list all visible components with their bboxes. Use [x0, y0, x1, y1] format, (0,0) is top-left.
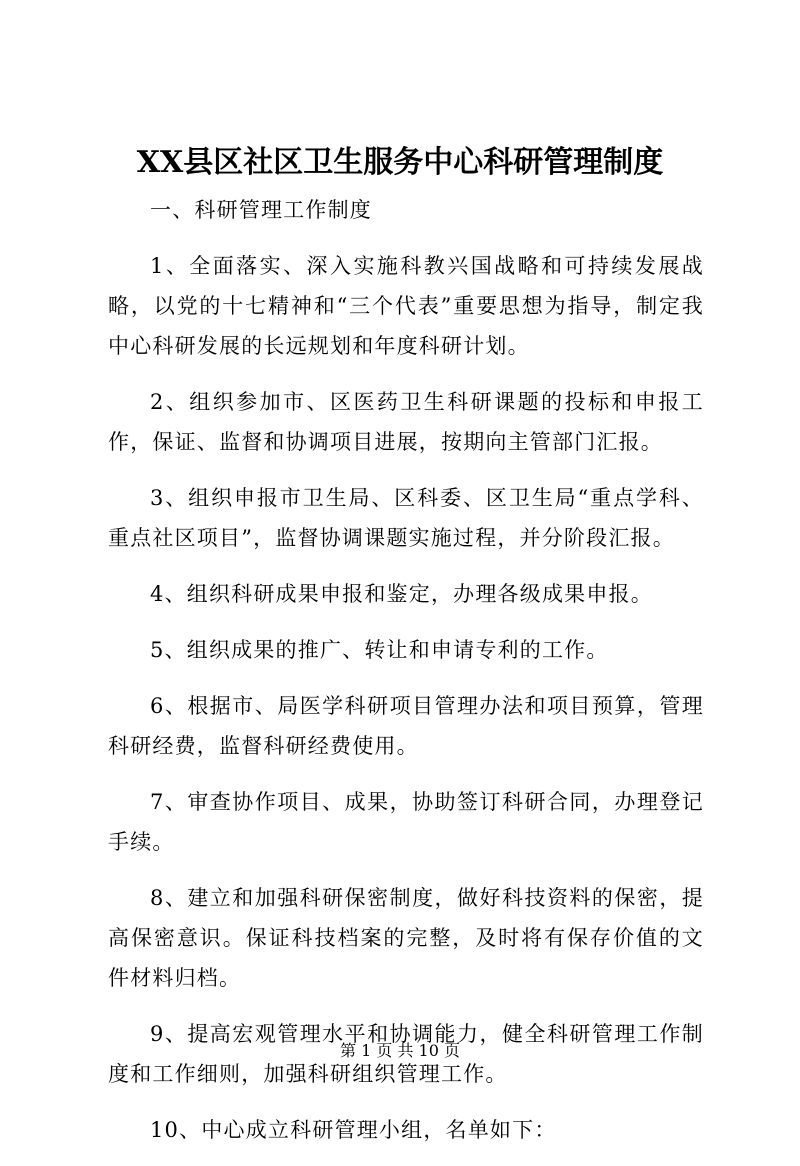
paragraph-4: 4、组织科研成果申报和鉴定，办理各级成果申报。 [150, 582, 653, 606]
section-heading: 一、科研管理工作制度 [150, 198, 372, 222]
paragraph-3: 3、组织申报市卫生局、区科委、区卫生局“重点学科、重点社区项目”，监督协调课题实施过程，并分阶段汇报。 [108, 486, 704, 550]
paragraph-5: 5、组织成果的推广、转让和申请专利的工作。 [150, 638, 609, 662]
paragraph-10: 10、中心成立科研管理小组，名单如下： [150, 1118, 557, 1142]
paragraph-9: 9、提高宏观管理水平和协调能力，健全科研管理工作制度和工作细则，加强科研组织管理工作。 [108, 1022, 704, 1086]
paragraph-7: 7、审查协作项目、成果，协助签订科研合同，办理登记手续。 [108, 790, 704, 854]
paragraph-8: 8、建立和加强科研保密制度，做好科技资料的保密，提高保密意识。保证科技档案的完整，及时将有保存价值的文件材料归档。 [108, 886, 704, 990]
document-title: XX县区社区卫生服务中心科研管理制度 [136, 145, 664, 180]
paragraph-1: 1、全面落实、深入实施科教兴国战略和可持续发展战略，以党的十七精神和“三个代表”重要思想为指导，制定我中心科研发展的长远规划和年度科研计划。 [108, 254, 704, 358]
paragraph-2: 2、组织参加市、区医药卫生科研课题的投标和申报工作，保证、监督和协调项目进展，按期向主管部门汇报。 [108, 390, 704, 454]
paragraph-6: 6、根据市、局医学科研项目管理办法和项目预算，管理科研经费，监督科研经费使用。 [108, 694, 704, 758]
page-footer: 第 1 页 共 10 页 [340, 1041, 460, 1060]
document-body [108, 190, 704, 1166]
